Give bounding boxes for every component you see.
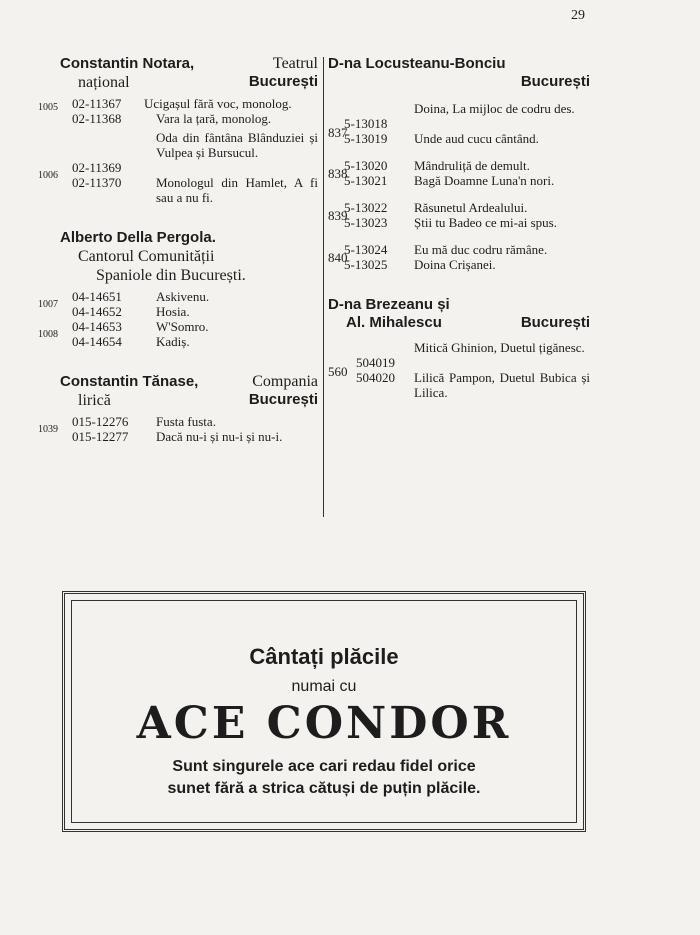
disc-number: 1007 [38, 299, 58, 310]
catalog-number: 5-13020 [344, 158, 388, 173]
record-title: Ucigașul fără voc, monolog. [144, 96, 292, 111]
artist-name: Alberto Della Pergola. [60, 229, 216, 246]
catalog-number: 5-13023 [344, 215, 388, 230]
artist-name: D-na Brezeanu și [328, 296, 450, 313]
record-row [60, 175, 318, 205]
catalog-number: 5-13018 [344, 116, 388, 131]
disc-number: 560 [328, 364, 348, 379]
artist-entry-notara [38, 55, 318, 205]
artist-entry-tanase [38, 373, 318, 444]
ad-description-line2: sunet fără a strica cătuși de puțin plăcile. [167, 780, 481, 797]
left-column [38, 55, 318, 454]
catalog-number: 504020 [356, 370, 395, 385]
record-row [38, 319, 318, 340]
record-title: Monologul din Hamlet, A fi sau a nu fi. [156, 175, 318, 205]
disc-number: 839 [328, 208, 348, 223]
record-title: Lilică Pampon, Duetul Bubica și Lilica. [414, 370, 590, 400]
record-title: Răsunetul Ardealului. [414, 200, 528, 215]
record-title: W'Somro. [156, 319, 209, 334]
artist-name: Constantin Tănase, [60, 373, 199, 390]
record-row [60, 429, 318, 444]
catalog-number: 015-12277 [72, 429, 129, 444]
artist-affiliation-cont: Spaniole din București. [96, 267, 246, 284]
record-row [328, 215, 590, 230]
record-row [38, 130, 318, 181]
disc-number: 1039 [38, 424, 58, 435]
catalog-number: 02-11369 [72, 160, 122, 175]
catalog-number: 015-12276 [72, 414, 129, 429]
record-title: Askivenu. [156, 289, 210, 304]
record-row [38, 96, 318, 113]
disc-number: 838 [328, 166, 348, 181]
disc-number: 1006 [38, 170, 58, 181]
record-title: Dacă nu-i și nu-i și nu-i. [156, 429, 283, 444]
ad-description-line1: Sunt singurele ace cari redau fidel orice [172, 758, 476, 775]
record-title: Hosia. [156, 304, 190, 319]
catalog-number: 504019 [356, 355, 395, 370]
record-row [328, 173, 590, 188]
disc-number: 1008 [38, 329, 58, 340]
artist-affiliation: Compania [252, 373, 318, 390]
catalog-number: 02-11367 [72, 96, 122, 111]
record-row [38, 414, 318, 435]
record-row [60, 334, 318, 349]
record-title: Eu mă duc codru rămâne. [414, 242, 548, 257]
page-number: 29 [571, 8, 585, 23]
record-title: Doina, La mijloc de codru des. [414, 101, 575, 116]
record-row [328, 257, 590, 272]
ad-subline: numai cu [291, 678, 357, 695]
catalog-number: 04-14653 [72, 319, 122, 334]
advertisement-box [62, 591, 586, 832]
artist-city: București [248, 391, 318, 408]
record-title: Doina Crișanei. [414, 257, 496, 272]
ad-brand-name: ACE CONDOR [136, 698, 512, 749]
record-title: Mitică Ghinion, Duetul țigănesc. [414, 340, 585, 355]
column-divider [323, 57, 324, 517]
artist-city: București [520, 314, 590, 331]
disc-number: 840 [328, 250, 348, 265]
artist-affiliation: Cantorul Comunității [78, 248, 215, 265]
record-title: Oda din fântâna Blânduziei și Vulpea și Bursucul. [156, 130, 318, 160]
record-row [328, 131, 590, 146]
record-title: Kadiș. [156, 334, 190, 349]
catalog-number: 5-13024 [344, 242, 388, 257]
catalog-number: 04-14652 [72, 304, 122, 319]
artist-city: București [248, 73, 318, 90]
disc-number: 837 [328, 125, 348, 140]
artist-entry-brezeanu [328, 296, 590, 400]
record-title [414, 242, 590, 257]
record-row [60, 304, 318, 319]
catalog-number: 5-13025 [344, 257, 388, 272]
artist-city: București [520, 73, 590, 90]
record-row [328, 370, 590, 400]
catalog-number: 04-14654 [72, 334, 122, 349]
artist-affiliation-cont: național [78, 74, 130, 91]
record-row [60, 111, 318, 126]
ad-headline: Cântați plăcile [249, 644, 399, 669]
catalog-number: 02-11370 [72, 175, 122, 190]
record-title: Bagă Doamne Luna'n nori. [414, 173, 555, 188]
artist-entry-locusteanu [328, 55, 590, 272]
artist-name-cont: Al. Mihalescu [346, 314, 442, 331]
artist-affiliation-cont: lirică [78, 392, 111, 409]
artist-name: D-na Locusteanu-Bonciu [328, 55, 506, 72]
disc-number: 1005 [38, 102, 58, 113]
record-row [38, 289, 318, 310]
right-column [328, 55, 590, 410]
catalog-number: 5-13022 [344, 200, 388, 215]
record-title: Știi tu Badeo ce mi-ai spus. [414, 215, 557, 230]
record-title: Mândruliță de demult. [414, 158, 530, 173]
record-title: Unde aud cucu cântând. [414, 131, 539, 146]
catalog-number: 02-11368 [72, 111, 122, 126]
catalog-number: 5-13019 [344, 131, 388, 146]
artist-entry-pergola [38, 229, 318, 349]
ad-description [65, 756, 583, 800]
record-title: Vara la țară, monolog. [156, 111, 272, 126]
catalog-number: 5-13021 [344, 173, 388, 188]
record-title: Fusta fusta. [156, 414, 216, 429]
artist-name: Constantin Notara, [60, 55, 195, 72]
catalog-number: 04-14651 [72, 289, 122, 304]
artist-affiliation: Teatrul [272, 55, 318, 72]
